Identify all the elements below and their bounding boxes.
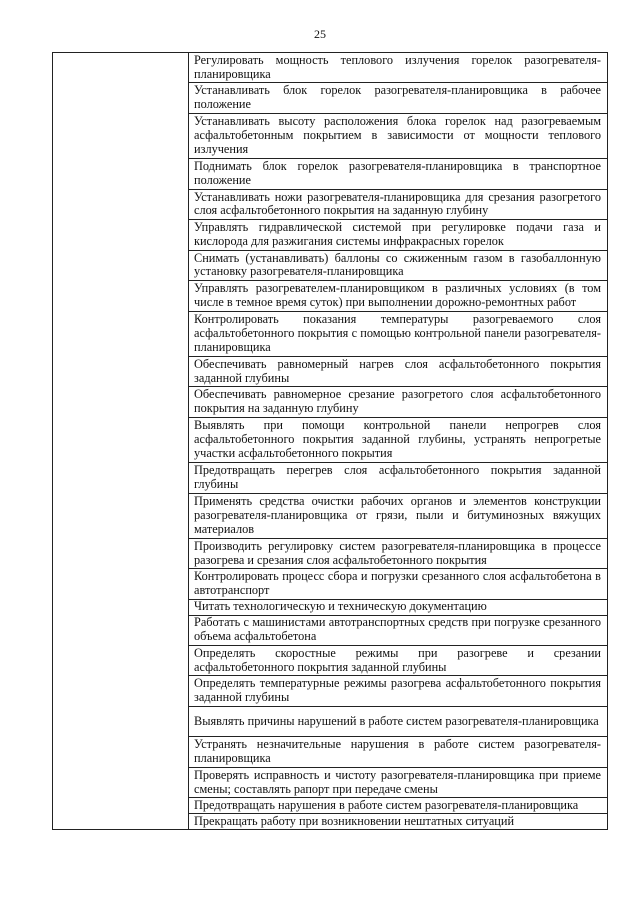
row-text: Применять средства очистки рабочих органов и элементов конструкции разогревателя-планировщика от грязи, пыли и битуминозных вяжущих материалов	[194, 493, 601, 536]
table-row	[189, 357, 607, 387]
table-row	[189, 159, 607, 189]
row-text: Устанавливать блок горелок разогревателя-планировщика в рабочее положение	[194, 83, 601, 112]
row-text: Управлять гидравлической системой при регулировке подачи газа и кислорода для разжигания системы инфракрасных горелок	[194, 220, 601, 248]
row-text: Поднимать блок горелок разогревателя-планировщика в транспортное положение	[194, 159, 601, 187]
table-row	[189, 418, 607, 463]
table-row	[189, 463, 607, 493]
row-text: Снимать (устанавливать) баллоны со сжиженным газом в газобаллонную установку разогревателя-планировщика	[194, 250, 601, 279]
row-text: Определять температурные режимы разогрева асфальтобетонного покрытия заданной глубины	[194, 676, 601, 705]
row-text: Контролировать процесс сбора и погрузки срезанного слоя асфальтобетона в автотранспорт	[194, 569, 601, 597]
table-row	[189, 768, 607, 798]
row-text: Устранять незначительные нарушения в работе систем разогревателя-планировщика	[194, 737, 601, 766]
table-row	[189, 707, 607, 737]
skills-table	[52, 52, 608, 830]
table-rows	[189, 53, 607, 829]
row-text: Устанавливать ножи разогревателя-планировщика для срезания разогретого слоя асфальтобетонного покрытия на заданную глубину	[194, 189, 601, 218]
table-row	[189, 114, 607, 159]
row-text: Выявлять при помощи контрольной панели непрогрев слоя асфальтобетонного покрытия заданной глубины, устранять непрогретые участки асфальтобетонного покрытия	[194, 418, 601, 460]
table-row	[189, 814, 607, 829]
row-text: Проверять исправность и чистоту разогревателя-планировщика при приеме смены; составлять рапорт при передаче смены	[194, 767, 601, 796]
table-row	[189, 616, 607, 646]
table-row	[189, 387, 607, 417]
table-row	[189, 190, 607, 220]
table-row	[189, 737, 607, 767]
row-text: Контролировать показания температуры разогреваемого слоя асфальтобетонного покрытия с помощью контрольной панели разогревателя-планировщика	[194, 312, 601, 354]
row-text: Устанавливать высоту расположения блока горелок над разогреваемым асфальтобетонным покрытием в зависимости от мощности теплового излучения	[194, 114, 601, 156]
table-row	[189, 798, 607, 814]
row-text: Читать технологическую и техническую документацию	[194, 599, 487, 614]
row-text: Определять скоростные режимы при разогреве и срезании асфальтобетонного покрытия заданной глубины	[194, 645, 601, 674]
table-row	[189, 312, 607, 357]
table-left-column	[53, 53, 189, 829]
table-row	[189, 494, 607, 539]
row-text: Прекращать работу при возникновении нештатных ситуаций	[194, 814, 515, 828]
row-text: Предотвращать нарушения в работе систем разогревателя-планировщика	[194, 798, 579, 812]
table-row	[189, 53, 607, 83]
row-text: Выявлять причины нарушений в работе систем разогревателя-планировщика	[194, 713, 599, 728]
row-text: Регулировать мощность теплового излучения горелок разогревателя-планировщика	[194, 53, 601, 81]
table-row	[189, 539, 607, 569]
table-row	[189, 83, 607, 113]
row-text: Предотвращать перегрев слоя асфальтобетонного покрытия заданной глубины	[194, 463, 601, 491]
table-row	[189, 600, 607, 616]
row-text: Обеспечивать равномерный нагрев слоя асфальтобетонного покрытия заданной глубины	[194, 356, 601, 385]
table-row	[189, 281, 607, 311]
table-row	[189, 251, 607, 281]
table-row	[189, 569, 607, 599]
row-text: Управлять разогревателем-планировщиком в различных условиях (в том числе в темное время суток) при выполнении дорожно-ремонтных работ	[194, 281, 601, 309]
row-text: Производить регулировку систем разогревателя-планировщика в процессе разогрева и срезания слоя асфальтобетонного покрытия	[194, 538, 601, 567]
row-text: Работать с машинистами автотранспортных средств при погрузке срезанного объема асфальтобетона	[194, 615, 601, 644]
table-row	[189, 220, 607, 250]
row-text: Обеспечивать равномерное срезание разогретого слоя асфальтобетонного покрытия на заданную глубину	[194, 387, 601, 416]
table-row	[189, 646, 607, 676]
table-row	[189, 676, 607, 706]
page-number: 25	[314, 27, 326, 41]
